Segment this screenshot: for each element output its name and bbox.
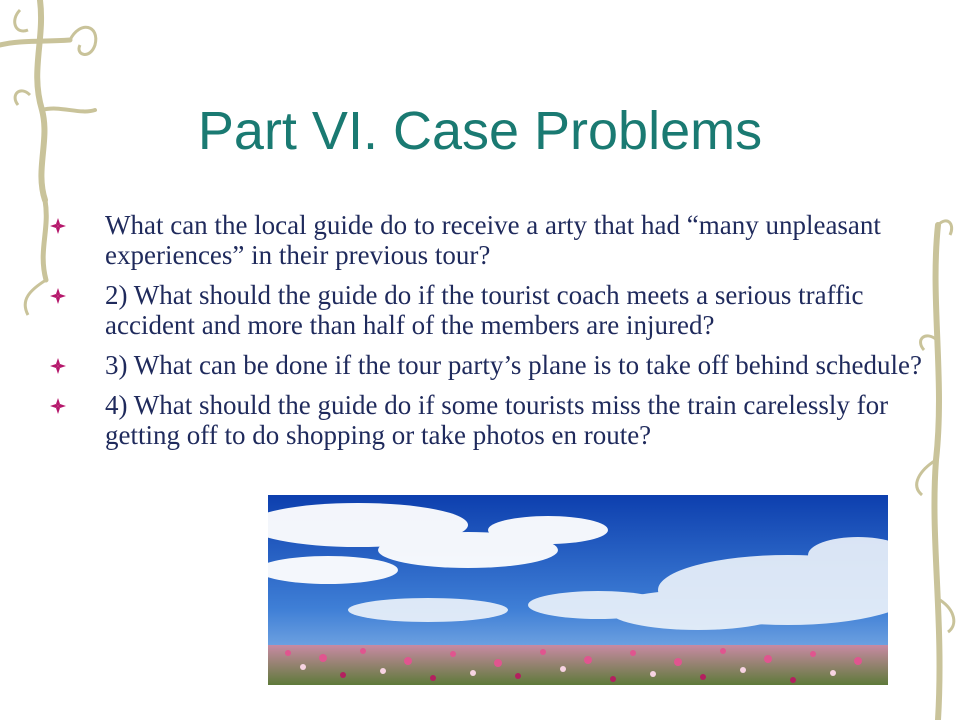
bullet-text: 2) What should the guide do if the tourist coach meets a serious traffic accident and more than half of the members are injured?	[105, 280, 864, 340]
diamond-flower-icon	[50, 358, 66, 374]
bullet-text: What can the local guide do to receive a arty that had “many unpleasant experiences” in their previous tour?	[105, 210, 881, 270]
sky-flower-field-photo	[268, 495, 888, 685]
bullet-text: 3) What can be done if the tour party’s plane is to take off behind schedule?	[105, 350, 922, 380]
list-item	[50, 350, 940, 380]
list-item	[50, 280, 940, 340]
bullet-text: 4) What should the guide do if some tourists miss the train carelessly for getting off to do shopping or take photos en route?	[105, 390, 889, 450]
list-item	[50, 390, 940, 450]
diamond-flower-icon	[50, 218, 66, 234]
diamond-flower-icon	[50, 398, 66, 414]
diamond-flower-icon	[50, 288, 66, 304]
list-item	[50, 210, 940, 270]
slide-title: Part VI. Case Problems	[197, 101, 763, 161]
bullet-list	[50, 210, 940, 460]
